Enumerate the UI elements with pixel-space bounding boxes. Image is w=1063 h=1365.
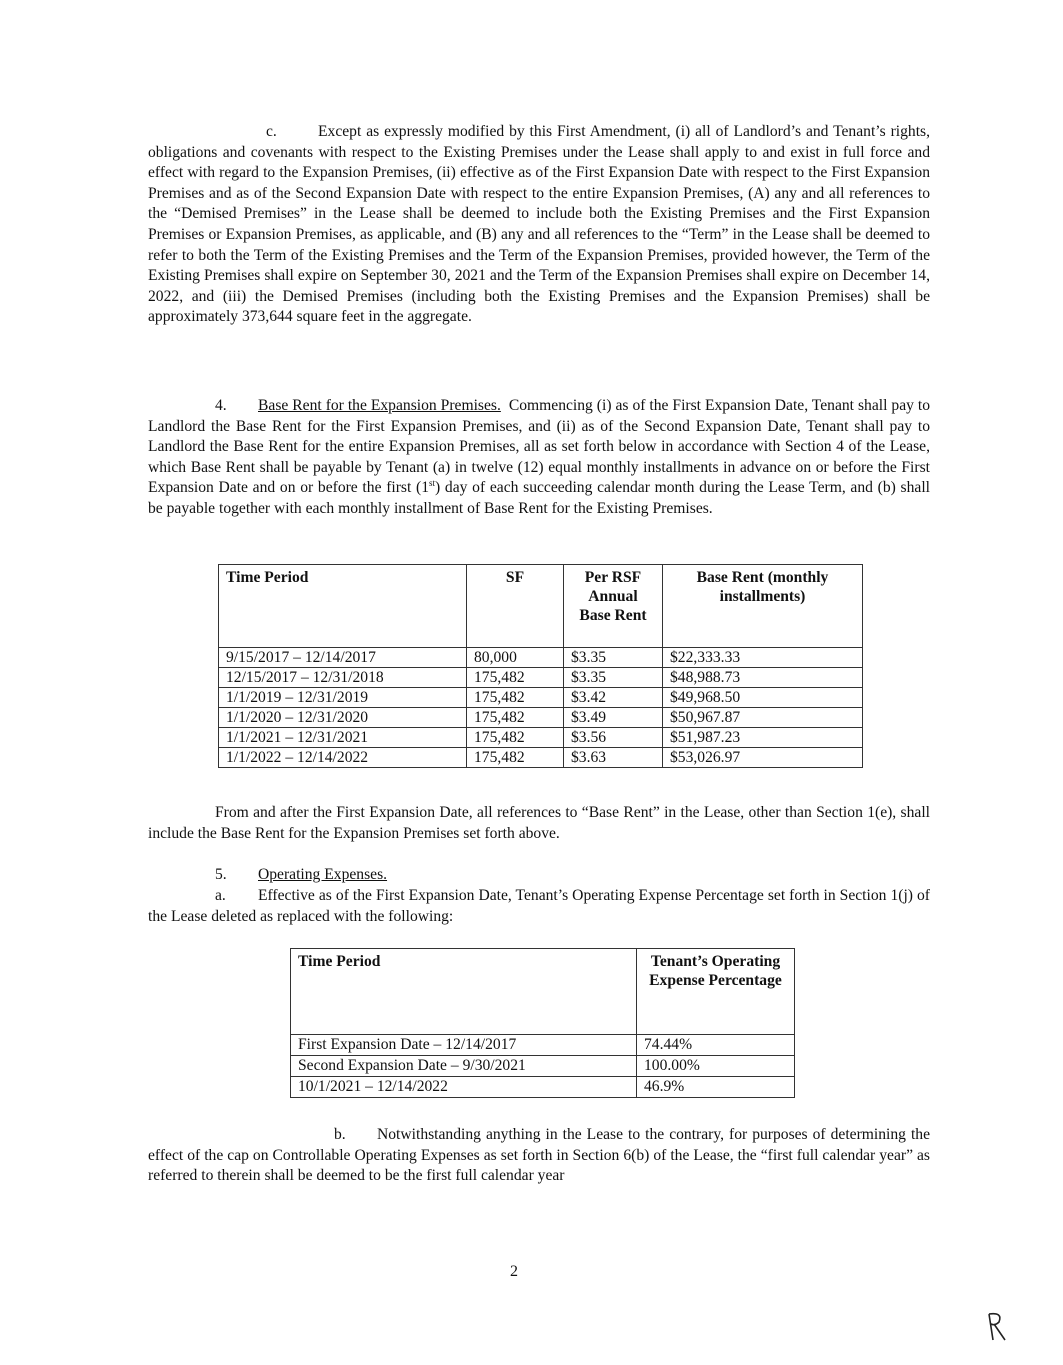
header-sf: SF <box>467 565 564 648</box>
table-cell: $53,026.97 <box>663 748 863 768</box>
header-time-period: Time Period <box>219 565 467 648</box>
section-heading: Base Rent for the Expansion Premises. <box>258 397 501 414</box>
table-cell: 175,482 <box>467 708 564 728</box>
section-text-cont: ) day of each succeeding calendar month during the Lease Term, and (b) shall be payable together with each monthly installment of Base Rent for the Existing Premises. <box>148 479 930 517</box>
paragraph-text: Effective as of the First Expansion Date, Tenant’s Operating Expense Percentage set forth in Section 1(j) of the Lease deleted as replaced with the following: <box>148 887 930 925</box>
section-text: Commencing (i) as of the First Expansion Date, Tenant shall pay to Landlord the Base Rent for the First Expansion Premises, and (ii) as of the Second Expansion Date, Tenant shall pay to Landlord the Base Rent for the entire Expansion Premises, all as set forth below in accordance with Section 4 of the Lease, which Base Rent shall be payable by Tenant (a) in twelve (12) equal monthly installments in advance on or before the First Expansion Date and on or before the first (1 <box>148 397 931 497</box>
table-cell: $3.35 <box>564 668 663 688</box>
table-row <box>219 728 863 748</box>
section-number: 5. <box>215 866 227 883</box>
table-cell: 80,000 <box>467 648 564 668</box>
table-cell: 10/1/2021 – 12/14/2022 <box>291 1077 637 1098</box>
table-cell: 46.9% <box>637 1077 795 1098</box>
table-header-row <box>291 949 795 1035</box>
initials-mark-icon <box>985 1310 1009 1351</box>
section-heading: Operating Expenses. <box>258 866 388 883</box>
table-cell: $51,987.23 <box>663 728 863 748</box>
table-row <box>219 648 863 668</box>
paragraph-label: b. <box>334 1126 346 1143</box>
section-number: 4. <box>215 397 227 414</box>
section-5b <box>148 1125 930 1187</box>
table-cell: $3.35 <box>564 648 663 668</box>
section-4-paragraph <box>148 396 930 520</box>
table-cell: $3.63 <box>564 748 663 768</box>
table-cell: $3.49 <box>564 708 663 728</box>
section-5-heading <box>148 865 930 886</box>
table-row <box>291 1056 795 1077</box>
table-cell: Second Expansion Date – 9/30/2021 <box>291 1056 637 1077</box>
table-cell: $48,988.73 <box>663 668 863 688</box>
header-per-rsf: Per RSF Annual Base Rent <box>564 565 663 648</box>
table-cell: 74.44% <box>637 1035 795 1056</box>
paragraph-label: a. <box>215 887 226 904</box>
table-row <box>219 688 863 708</box>
table-row <box>219 708 863 728</box>
table-row <box>219 668 863 688</box>
after-table-paragraph <box>148 803 930 844</box>
table-row <box>291 1035 795 1056</box>
table-cell: $49,968.50 <box>663 688 863 708</box>
header-base-rent: Base Rent (monthly installments) <box>663 565 863 648</box>
table-cell: 1/1/2019 – 12/31/2019 <box>219 688 467 708</box>
table-cell: 175,482 <box>467 728 564 748</box>
table-cell: $50,967.87 <box>663 708 863 728</box>
table-row <box>219 748 863 768</box>
paragraph-text: Except as expressly modified by this First Amendment, (i) all of Landlord’s and Tenant’s rights, obligations and covenants with respect to the Existing Premises under the Lease shall apply to and exist in full force and effect with regard to the Expansion Premises, (ii) effective as of the First Expansion Date with respect to the First Expansion Premises and as of the Second Expansion Date with respect to the entire Expansion Premises, (A) any and all references to the “Demised Premises” in the Lease shall be deemed to include both the Existing Premises and the First Expansion Premises or Expansion Premises, as applicable, and (B) any and all references to the “Term” in the Lease shall be deemed to refer to both the Term of the Existing Premises and the Term of the Expansion Premises, provided however, the Term of the Existing Premises shall expire on September 30, 2021 and the Term of the Expansion Premises shall expire on December 14, 2022, and (iii) the Demised Premises (including both the Existing Premises and the Expansion Premises) shall be approximately 373,644 square feet in the aggregate. <box>148 123 930 326</box>
table-row <box>291 1077 795 1098</box>
table-cell: $3.56 <box>564 728 663 748</box>
table-cell: 100.00% <box>637 1056 795 1077</box>
table-cell: 12/15/2017 – 12/31/2018 <box>219 668 467 688</box>
operating-expense-table <box>290 948 795 1098</box>
table-cell: $3.42 <box>564 688 663 708</box>
table-header-row <box>219 565 863 648</box>
table-cell: 175,482 <box>467 668 564 688</box>
table-cell: 9/15/2017 – 12/14/2017 <box>219 648 467 668</box>
base-rent-table <box>218 564 863 768</box>
table-cell: 1/1/2022 – 12/14/2022 <box>219 748 467 768</box>
paragraph-text: Notwithstanding anything in the Lease to the contrary, for purposes of determining the effect of the cap on Controllable Operating Expenses as set forth in Section 6(b) of the Lease, the “first full calendar year” as referred to therein shall be deemed to be the first full calendar year <box>148 1126 930 1185</box>
superscript: st <box>429 478 436 489</box>
table-cell: 1/1/2020 – 12/31/2020 <box>219 708 467 728</box>
page-number: 2 <box>510 1263 518 1280</box>
paragraph-3c <box>148 122 930 328</box>
header-percentage: Tenant’s Operating Expense Percentage <box>637 949 795 1035</box>
table-cell: First Expansion Date – 12/14/2017 <box>291 1035 637 1056</box>
table-cell: 175,482 <box>467 688 564 708</box>
paragraph-label: c. <box>266 123 277 140</box>
paragraph-text: From and after the First Expansion Date, all references to “Base Rent” in the Lease, other than Section 1(e), shall include the Base Rent for the Expansion Premises set forth above. <box>148 804 930 842</box>
section-5a <box>148 886 930 927</box>
header-time-period: Time Period <box>291 949 637 1035</box>
table-cell: $22,333.33 <box>663 648 863 668</box>
table-cell: 175,482 <box>467 748 564 768</box>
table-cell: 1/1/2021 – 12/31/2021 <box>219 728 467 748</box>
